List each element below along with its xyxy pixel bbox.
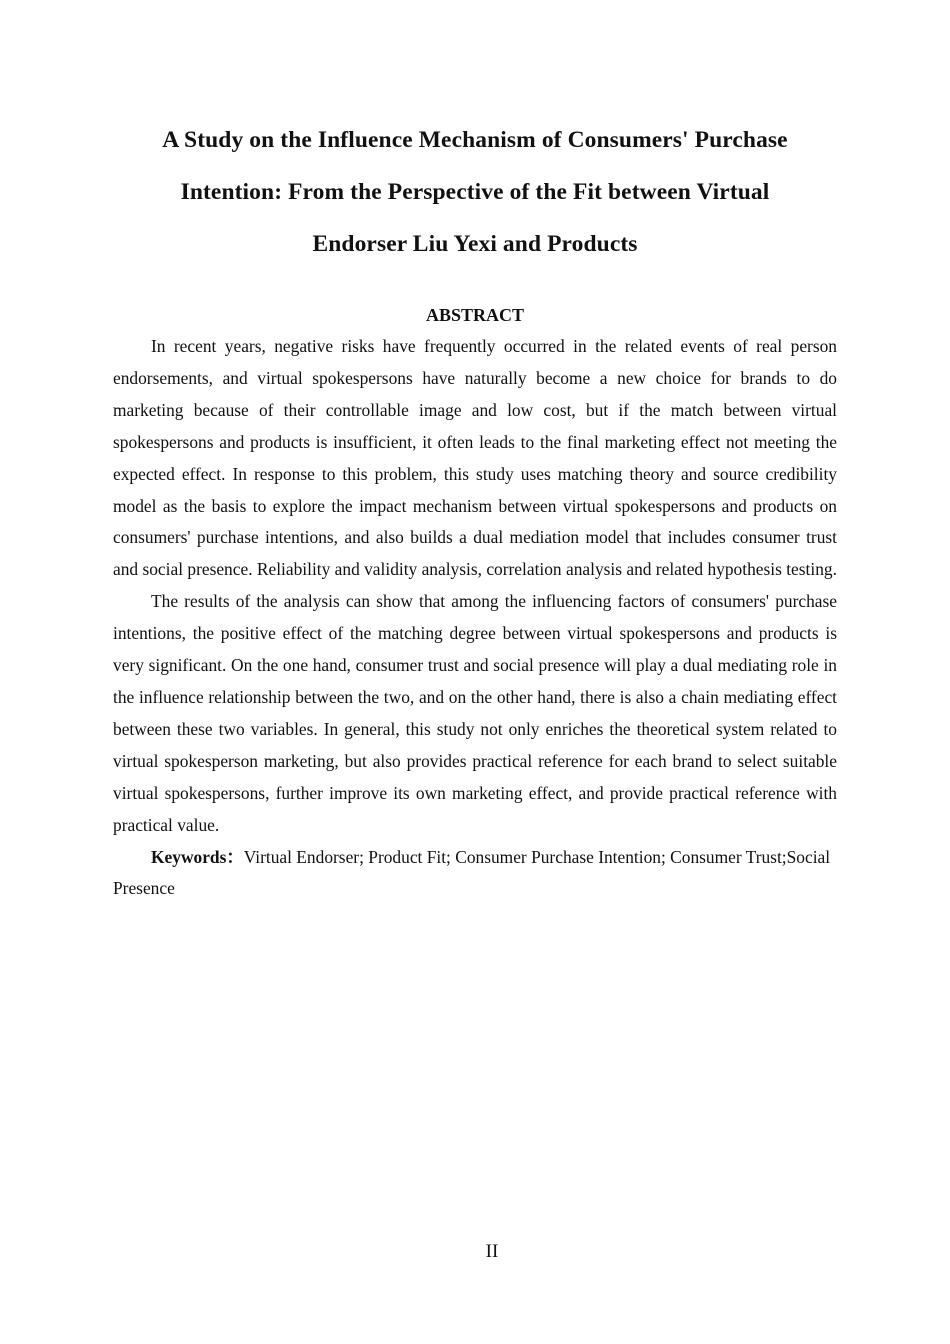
abstract-heading: ABSTRACT — [425, 305, 525, 325]
paper-title-line-1: A Study on the Influence Mechanism of Consumers' Purchase — [162, 127, 788, 153]
paper-title — [113, 114, 837, 270]
keywords-text: Virtual Endorser; Product Fit; Consumer Purchase Intention; Consumer Trust;Social Presence — [113, 846, 831, 899]
paper-title-line-2: Intention: From the Perspective of the Fit between Virtual — [180, 179, 770, 205]
keywords-label: Keywords： — [151, 846, 244, 867]
abstract-paragraph-2: The results of the analysis can show that among the influencing factors of consumers' purchase intentions, the positive effect of the matching degree between virtual spokespersons and products is very significant. On the one hand, consumer trust and social presence will play a dual mediating role in the influence relationship between the two, and on the other hand, there is also a chain mediating effect between these two variables. In general, this study not only enriches the theoretical system related to virtual spokesperson marketing, but also provides practical reference for each brand to select suitable virtual spokespersons, further improve its own marketing effect, and provide practical reference with practical value. — [113, 591, 837, 835]
abstract-paragraph-1: In recent years, negative risks have frequently occurred in the related events of real person endorsements, and virtual spokespersons have naturally become a new choice for brands to do marketing because of their controllable image and low cost, but if the match between virtual spokespersons and products is insufficient, it often leads to the final marketing effect not meeting the expected effect. In response to this problem, this study uses matching theory and source credibility model as the basis to explore the impact mechanism between virtual spokespersons and products on consumers' purchase intentions, and also builds a dual mediation model that includes consumer trust and social presence. Reliability and validity analysis, correlation analysis and related hypothesis testing. — [113, 336, 837, 580]
paper-title-line-3: Endorser Liu Yexi and Products — [312, 231, 638, 257]
keywords-line — [113, 842, 837, 906]
abstract-body — [113, 331, 837, 905]
page-number: II — [485, 1241, 499, 1262]
